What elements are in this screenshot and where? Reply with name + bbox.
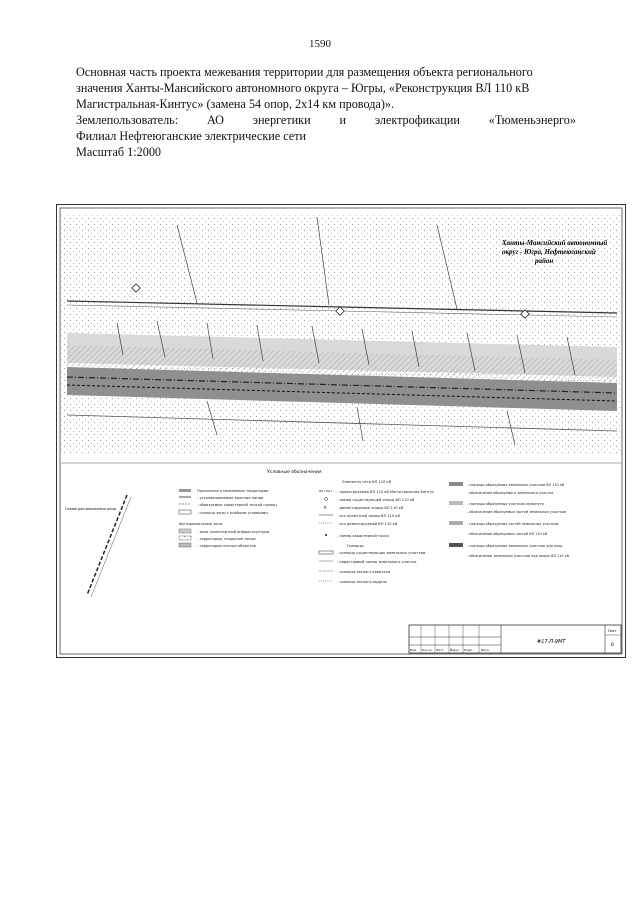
region-label: район: [535, 257, 554, 265]
page-number: 1590: [309, 38, 331, 50]
stamp-col-label: Дата: [481, 648, 489, 652]
legend-item: - демонтируемые опоры ВЛ 110 кВ: [337, 506, 404, 510]
header-line-5: Филиал Нефтеюганские электрические сети: [76, 129, 307, 143]
cadastral-map: [57, 205, 625, 657]
legend-item: - номер характерной точки: [337, 534, 389, 538]
document-header: [76, 64, 576, 160]
stamp-sheet-label: Лист: [608, 629, 617, 633]
legend-item: - территории, покрытые лесом: [197, 537, 256, 541]
legend-column-1: [179, 489, 277, 548]
legend-item: - образуемые характерной точкой границ: [197, 503, 277, 507]
stamp-col-label: Изм.: [410, 648, 418, 652]
region-label: Ханты-Мансийский автономный: [502, 239, 608, 247]
svg-text:×: ×: [323, 505, 328, 511]
legend-item: - граница существующих земельных участков: [337, 551, 426, 555]
legend-item: Функциональные зоны: [179, 522, 223, 526]
stamp-code: #17-П-9МТ: [537, 639, 566, 645]
legend-item: - зона транспортной инфраструктуры: [197, 530, 270, 534]
legend-item: - территории лесных объектов: [197, 544, 256, 548]
landuser-word: Землепользователь:: [76, 113, 179, 127]
landuser-word: и: [339, 113, 346, 127]
legend-item: Границы: [347, 544, 364, 548]
stamp-sheet-number: 6: [611, 643, 614, 648]
legend-item: - границы образуемых земельных участков для опор: [467, 544, 563, 548]
header-line-3: Магистральная-Кинтус» (замена 54 опор, 2х14 км провода)».: [76, 97, 395, 111]
header-line-1: Основная часть проекта межевания территории для размещения объекта регионального: [76, 65, 533, 79]
title-block-stamp: [409, 625, 621, 653]
legend-column-2: [319, 480, 434, 584]
cadastral-map-sheet: [56, 204, 626, 658]
region-label: округ - Югра, Нефтеюганский: [502, 248, 596, 256]
legend-item: Элементы сети ВЛ 110 кВ: [342, 480, 392, 484]
legend-item: - обозначение образуемых частей земельных участков: [467, 510, 566, 514]
landuser-word: электрофикации: [374, 113, 460, 127]
legend-item: - обозначение земельных участков под опоры ВЛ 110 кВ: [467, 554, 569, 558]
legend-item: - границы образуемых частей земельных участков: [467, 522, 559, 526]
landuser-word: энергетики: [252, 113, 311, 127]
legend-item: - граница лесного выдела: [337, 580, 387, 584]
legend-item: - обозначение образуемого земельного участка: [467, 491, 554, 495]
scale-label: Масштаб 1:2000: [76, 145, 162, 159]
inset-label: Схема расположения опор: [65, 507, 116, 511]
landuser-line: [76, 112, 576, 128]
legend-item: - устанавливаемые красные линии: [197, 496, 264, 500]
legend-item: - граница зоны с особыми условиями: [197, 511, 268, 515]
stamp-col-label: Подп.: [464, 648, 474, 652]
stamp-col-label: №док: [450, 648, 459, 652]
legend-title: Условные обозначения: [267, 470, 322, 475]
legend-item: - граница лесного квартала: [337, 570, 391, 574]
landuser-word: «Тюменьэнерго»: [488, 113, 576, 127]
legend-item: Положения о межевании территории: [197, 489, 269, 493]
header-line-2: значения Ханты-Мансийского автономного округа – Югры, «Реконструкция ВЛ 110 кВ: [76, 81, 530, 95]
legend-item: - ось проектной линии ВЛ 110 кВ: [337, 514, 400, 518]
legend-item: - кадастровый номер земельного участка: [337, 560, 417, 564]
legend-item: - обозначение образуемых частей ВЛ 110 кВ: [467, 532, 548, 536]
legend-item: - границы образуемых участков сервитута: [467, 502, 544, 506]
stamp-col-label: Лист: [436, 648, 444, 652]
landuser-word: АО: [206, 113, 224, 127]
legend-item: - проектируемая ВЛ 110 кВ Магистральная-Кинтус: [337, 490, 434, 494]
legend-item: - номер существующей опоры ВЛ 110 кВ: [337, 498, 415, 502]
stamp-col-label: Кол.уч: [422, 648, 433, 652]
legend-column-3: [449, 482, 570, 558]
legend-item: - ось демонтируемой ВЛ 110 кВ: [337, 522, 398, 526]
legend-item: - границы образуемых земельных участков ВЛ 110 кВ: [467, 483, 565, 487]
